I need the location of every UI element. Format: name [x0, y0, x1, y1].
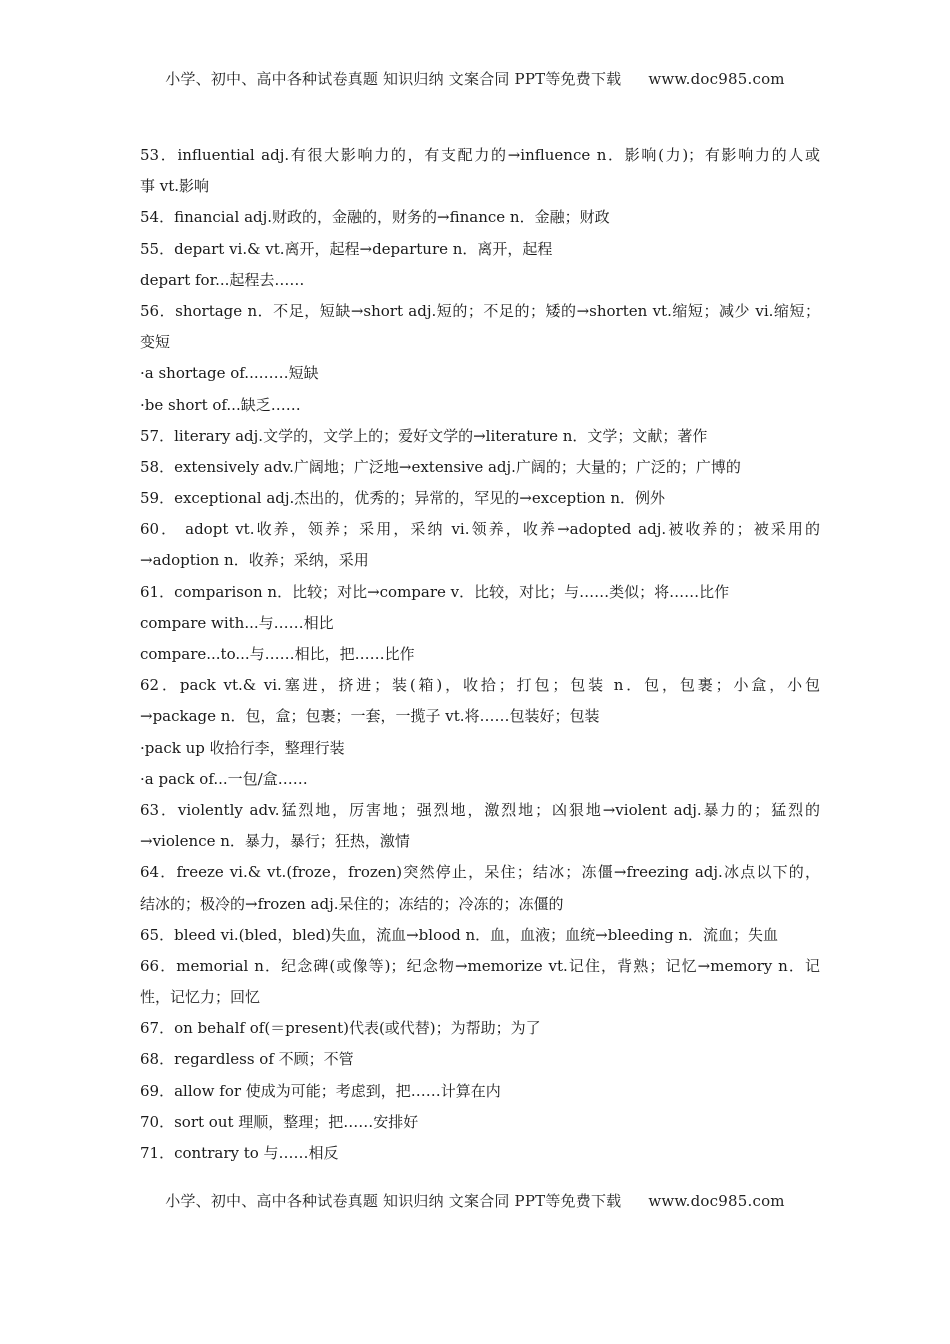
text-line: 56．shortage n．不足，短缺→short adj.短的；不足的；矮的→shorten vt.缩短；减少 vi.缩短；	[140, 301, 820, 320]
text-line: 57．literary adj.文学的，文学上的；爱好文学的→literature n．文学；文献；著作	[140, 426, 708, 445]
text-line: compare with...与……相比	[140, 613, 334, 632]
text-line: 61．comparison n．比较；对比→compare v．比较，对比；与……类似；将……比作	[140, 582, 730, 601]
text-line: 变短	[140, 333, 171, 352]
page-footer	[0, 1190, 950, 1211]
text-line: depart for...起程去……	[140, 270, 305, 289]
text-line: ·a shortage of...……短缺	[140, 364, 319, 383]
text-line: 54．financial adj.财政的，金融的，财务的→finance n．金融；财政	[140, 208, 610, 227]
text-line: 66．memorial n．纪念碑(或像等)；纪念物→memorize vt.记住，背熟；记忆→memory n．记	[140, 956, 820, 975]
text-line: →package n．包，盒；包裹；一套，一揽子 vt.将……包装好；包装	[140, 707, 600, 726]
text-line: 63．violently adv.猛烈地，厉害地；强烈地，激烈地；凶狠地→violent adj.暴力的；猛烈的	[140, 800, 820, 819]
text-line: 53．influential adj.有很大影响力的，有支配力的→influence n．影响(力)；有影响力的人或	[140, 146, 820, 164]
text-line: compare...to...与……相比，把……比作	[140, 645, 415, 663]
text-line: 58．extensively adv.广阔地；广泛地→extensive adj.广阔的；大量的；广泛的；广博的	[140, 457, 741, 476]
text-line: →violence n．暴力，暴行；狂热，激情	[140, 832, 410, 851]
vocabulary-list	[140, 140, 820, 1169]
text-line: 60． adopt vt.收养，领养；采用，采纳 vi.领养，收养→adopted adj.被收养的；被采用的	[140, 520, 820, 539]
text-line: ·be short of...缺乏……	[140, 395, 301, 414]
text-line: 71．contrary to 与……相反	[140, 1144, 339, 1162]
text-line: 事 vt.影响	[140, 177, 210, 196]
text-line: 67．on behalf of(＝present)代表(或代替)；为帮助；为了	[140, 1019, 541, 1038]
footer-text: 小学、初中、高中各种试卷真题 知识归纳 文案合同 PPT等免费下载	[165, 1192, 622, 1210]
text-line: 65．bleed vi.(bled，bled)失血，流血→blood n．血，血液；血统→bleeding n．流血；失血	[140, 925, 778, 944]
footer-site: www.doc985.com	[648, 1192, 785, 1210]
text-line: 55．depart vi.& vt.离开，起程→departure n．离开，起程	[140, 239, 553, 258]
text-line: 59．exceptional adj.杰出的，优秀的；异常的，罕见的→exception n．例外	[140, 489, 666, 508]
text-line: 结冰的；极冷的→frozen adj.呆住的；冻结的；冷冻的；冻僵的	[140, 894, 564, 913]
text-line: ·pack up 收拾行李，整理行装	[140, 738, 345, 757]
page-header	[0, 68, 950, 89]
header-site: www.doc985.com	[648, 70, 785, 88]
text-line: →adoption n．收养；采纳，采用	[140, 551, 369, 570]
text-line: 68．regardless of 不顾；不管	[140, 1050, 354, 1069]
header-text: 小学、初中、高中各种试卷真题 知识归纳 文案合同 PPT等免费下载	[165, 70, 622, 88]
text-line: 64．freeze vi.& vt.(froze，frozen)突然停止，呆住；结冰；冻僵→freezing adj.冰点以下的，	[140, 863, 820, 882]
text-line: 性，记忆力；回忆	[140, 988, 261, 1007]
text-line: ·a pack of...一包/盒……	[140, 769, 308, 788]
text-line: 62．pack vt.& vi.塞进，挤进；装(箱)，收拾；打包；包装 n．包，包裹；小盒，小包	[140, 676, 820, 695]
text-line: 70．sort out 理顺，整理；把……安排好	[140, 1112, 419, 1131]
text-line: 69．allow for 使成为可能；考虑到，把……计算在内	[140, 1081, 501, 1100]
